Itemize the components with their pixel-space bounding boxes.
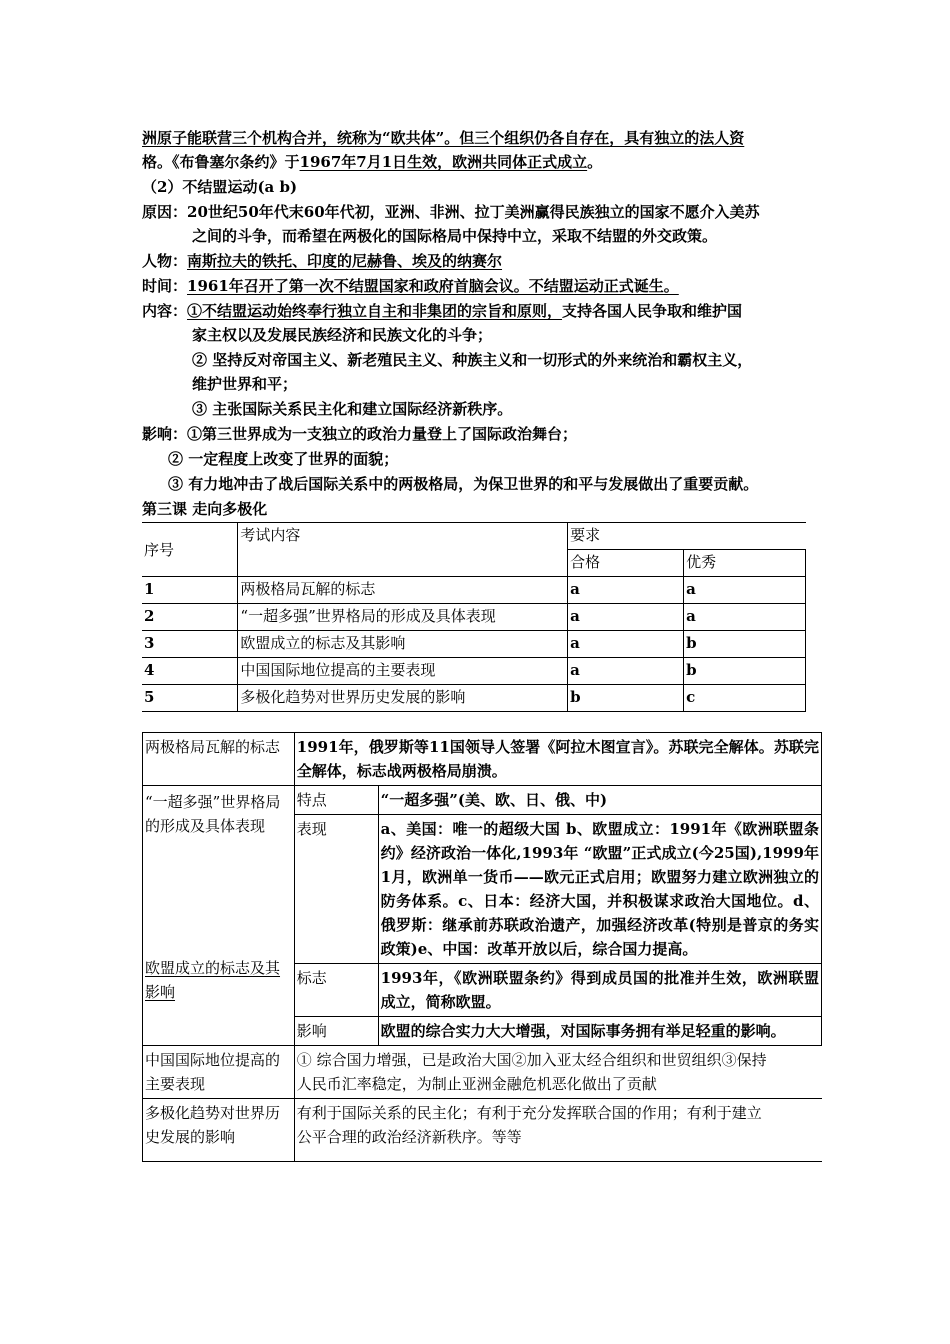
nam-content-1c: 家主权以及发展民族经济和民族文化的斗争； — [192, 326, 493, 344]
row-excellent: a — [684, 604, 806, 631]
table-row — [142, 631, 806, 658]
nam-time-label: 时间： — [142, 277, 188, 295]
row-excellent: b — [684, 658, 806, 685]
intro-line-1-text: 洲原子能联营三个机构合并，统称为“欧共体”。但三个组织仍各自存在，具有独立的法人资 — [142, 129, 745, 147]
summary-eu-sign-text: 1993年，《欧洲联盟条约》得到成员国的批准并生效，欧洲联盟成立，简称欧盟。 — [378, 964, 821, 1017]
summary-label-bipolar: 两极格局瓦解的标志 — [143, 733, 295, 786]
table-row — [142, 577, 806, 604]
col-header-no: 序号 — [142, 523, 238, 577]
row-content: 中国国际地位提高的主要表现 — [238, 658, 568, 685]
intro-line-2a: 格。《布鲁塞尔条约》于 — [142, 153, 300, 171]
nam-people-line — [142, 249, 502, 273]
row-no: 3 — [142, 631, 238, 658]
summary-label-multipolarization: 多极化趋势对世界历史发展的影响 — [143, 1099, 295, 1162]
summary-text-china: ① 综合国力增强，已是政治大国②加入亚太经合组织和世贸组织③保持人民币汇率稳定，为制止亚洲金融危机恶化做出了贡献 — [294, 1046, 821, 1099]
summary-row-multipolarization — [143, 1099, 822, 1162]
col-header-pass: 合格 — [568, 550, 684, 577]
summary-eu-sign-label: 标志 — [294, 964, 378, 1017]
nam-cause-1: 20世纪50年代末60年代初，亚洲、非洲、拉丁美洲赢得民族独立的国家不愿介入美苏 — [187, 203, 760, 221]
nam-content-3: ③ 主张国际关系民主化和建立国际经济新秩序。 — [192, 400, 513, 418]
nam-heading: （2）不结盟运动(a b) — [142, 178, 298, 196]
row-pass: a — [568, 631, 684, 658]
nam-impact-line-1 — [142, 422, 577, 446]
nam-impact-label: 影响： — [142, 425, 188, 443]
summary-table — [142, 732, 822, 1162]
nam-content-2b: 维护世界和平； — [192, 375, 298, 393]
col-header-content: 考试内容 — [238, 523, 568, 577]
nam-time: 1961年召开了第一次不结盟国家和政府首脑会议。不结盟运动正式诞生。 — [187, 277, 679, 295]
nam-cause-label: 原因： — [142, 203, 188, 221]
summary-perf-label: 表现 — [294, 815, 378, 964]
row-no: 2 — [142, 604, 238, 631]
nam-impact-2: ② 一定程度上改变了世界的面貌； — [168, 450, 399, 468]
intro-line-2 — [142, 150, 602, 174]
row-no: 1 — [142, 577, 238, 604]
row-content: 欧盟成立的标志及其影响 — [238, 631, 568, 658]
summary-feature-text: “一超多强”(美、欧、日、俄、中) — [378, 786, 821, 815]
summary-feature-label: 特点 — [294, 786, 378, 815]
nam-impact-1: ①第三世界成为一支独立的政治力量登上了国际政治舞台； — [187, 425, 578, 443]
row-pass: b — [568, 685, 684, 712]
row-excellent: a — [684, 577, 806, 604]
row-pass: a — [568, 577, 684, 604]
intro-line-2c: 。 — [587, 153, 603, 171]
col-header-excellent: 优秀 — [684, 550, 806, 577]
spacer — [145, 838, 292, 956]
row-excellent: b — [684, 631, 806, 658]
row-pass: a — [568, 658, 684, 685]
table-header-row — [142, 523, 806, 550]
nam-cause-line-1 — [142, 200, 760, 224]
nam-content-label: 内容： — [142, 302, 188, 320]
summary-row-china — [143, 1046, 822, 1099]
summary-label-multipolar: “一超多强”世界格局的形成及具体表现 — [145, 793, 281, 835]
row-no: 4 — [142, 658, 238, 685]
nam-content-1b: 支持各国人民争取和维护国 — [562, 302, 743, 320]
intro-line-1 — [142, 126, 744, 150]
nam-people: 南斯拉夫的铁托、印度的尼赫鲁、埃及的纳赛尔 — [187, 252, 503, 270]
nam-time-line — [142, 274, 679, 298]
nam-content-line-1 — [142, 299, 742, 323]
summary-eu-impact-text: 欧盟的综合实力大大增强，对国际事务拥有举足轻重的影响。 — [378, 1017, 821, 1046]
table-row — [142, 685, 806, 712]
row-content: 两极格局瓦解的标志 — [238, 577, 568, 604]
row-no: 5 — [142, 685, 238, 712]
summary-label-eu: 欧盟成立的标志及其影响 — [145, 959, 281, 1001]
summary-perf-text: a、美国：唯一的超级大国 b、欧盟成立：1991年《欧洲联盟条约》经济政治一体化,1993年 “欧盟”正式成立(今25国),1999年1月，欧洲单一货币——欧元正式启用；欧盟努力建立欧洲独立的防务体系。c、日本：经济大国，并积极谋求政治大国地位。d、俄罗斯：继承前苏联政治遗产，加强经济改革(特别是普京的务实政策)e、中国：改革开放以后，综合国力提高。 — [378, 815, 821, 964]
row-content: 多极化趋势对世界历史发展的影响 — [238, 685, 568, 712]
nam-cause-2: 之间的斗争，而希望在两极化的国际格局中保持中立，采取不结盟的外交政策。 — [192, 227, 718, 245]
nam-people-label: 人物： — [142, 252, 188, 270]
summary-row-multipolar — [143, 786, 822, 815]
row-excellent: c — [684, 685, 806, 712]
col-header-requirement: 要求 — [568, 523, 806, 550]
row-pass: a — [568, 604, 684, 631]
nam-impact-3: ③ 有力地冲击了战后国际关系中的两极格局，为保卫世界的和平与发展做出了重要贡献。 — [168, 475, 759, 493]
intro-line-2b: 1967年7月1日生效，欧洲共同体正式成立 — [299, 153, 588, 171]
table-row — [142, 604, 806, 631]
summary-row-bipolar — [143, 733, 822, 786]
summary-label-china: 中国国际地位提高的主要表现 — [143, 1046, 295, 1099]
table-row — [142, 658, 806, 685]
exam-requirements-table — [142, 522, 806, 712]
lesson3-title: 第三课 走向多极化 — [142, 500, 268, 518]
summary-text-bipolar: 1991年，俄罗斯等11国领导人签署《阿拉木图宣言》。苏联完全解体。苏联完全解体，标志战两极格局崩溃。 — [294, 733, 821, 786]
nam-content-2a: ② 坚持反对帝国主义、新老殖民主义、种族主义和一切形式的外来统治和霸权主义， — [192, 351, 753, 369]
nam-content-1a: ①不结盟运动始终奉行独立自主和非集团的宗旨和原则， — [187, 302, 563, 320]
summary-eu-impact-label: 影响 — [294, 1017, 378, 1046]
summary-label-multipolar-cell — [143, 786, 295, 1046]
summary-text-multipolarization: 有利于国际关系的民主化；有利于充分发挥联合国的作用；有利于建立公平合理的政治经济新秩序。等等 — [294, 1099, 821, 1162]
row-content: “一超多强”世界格局的形成及具体表现 — [238, 604, 568, 631]
